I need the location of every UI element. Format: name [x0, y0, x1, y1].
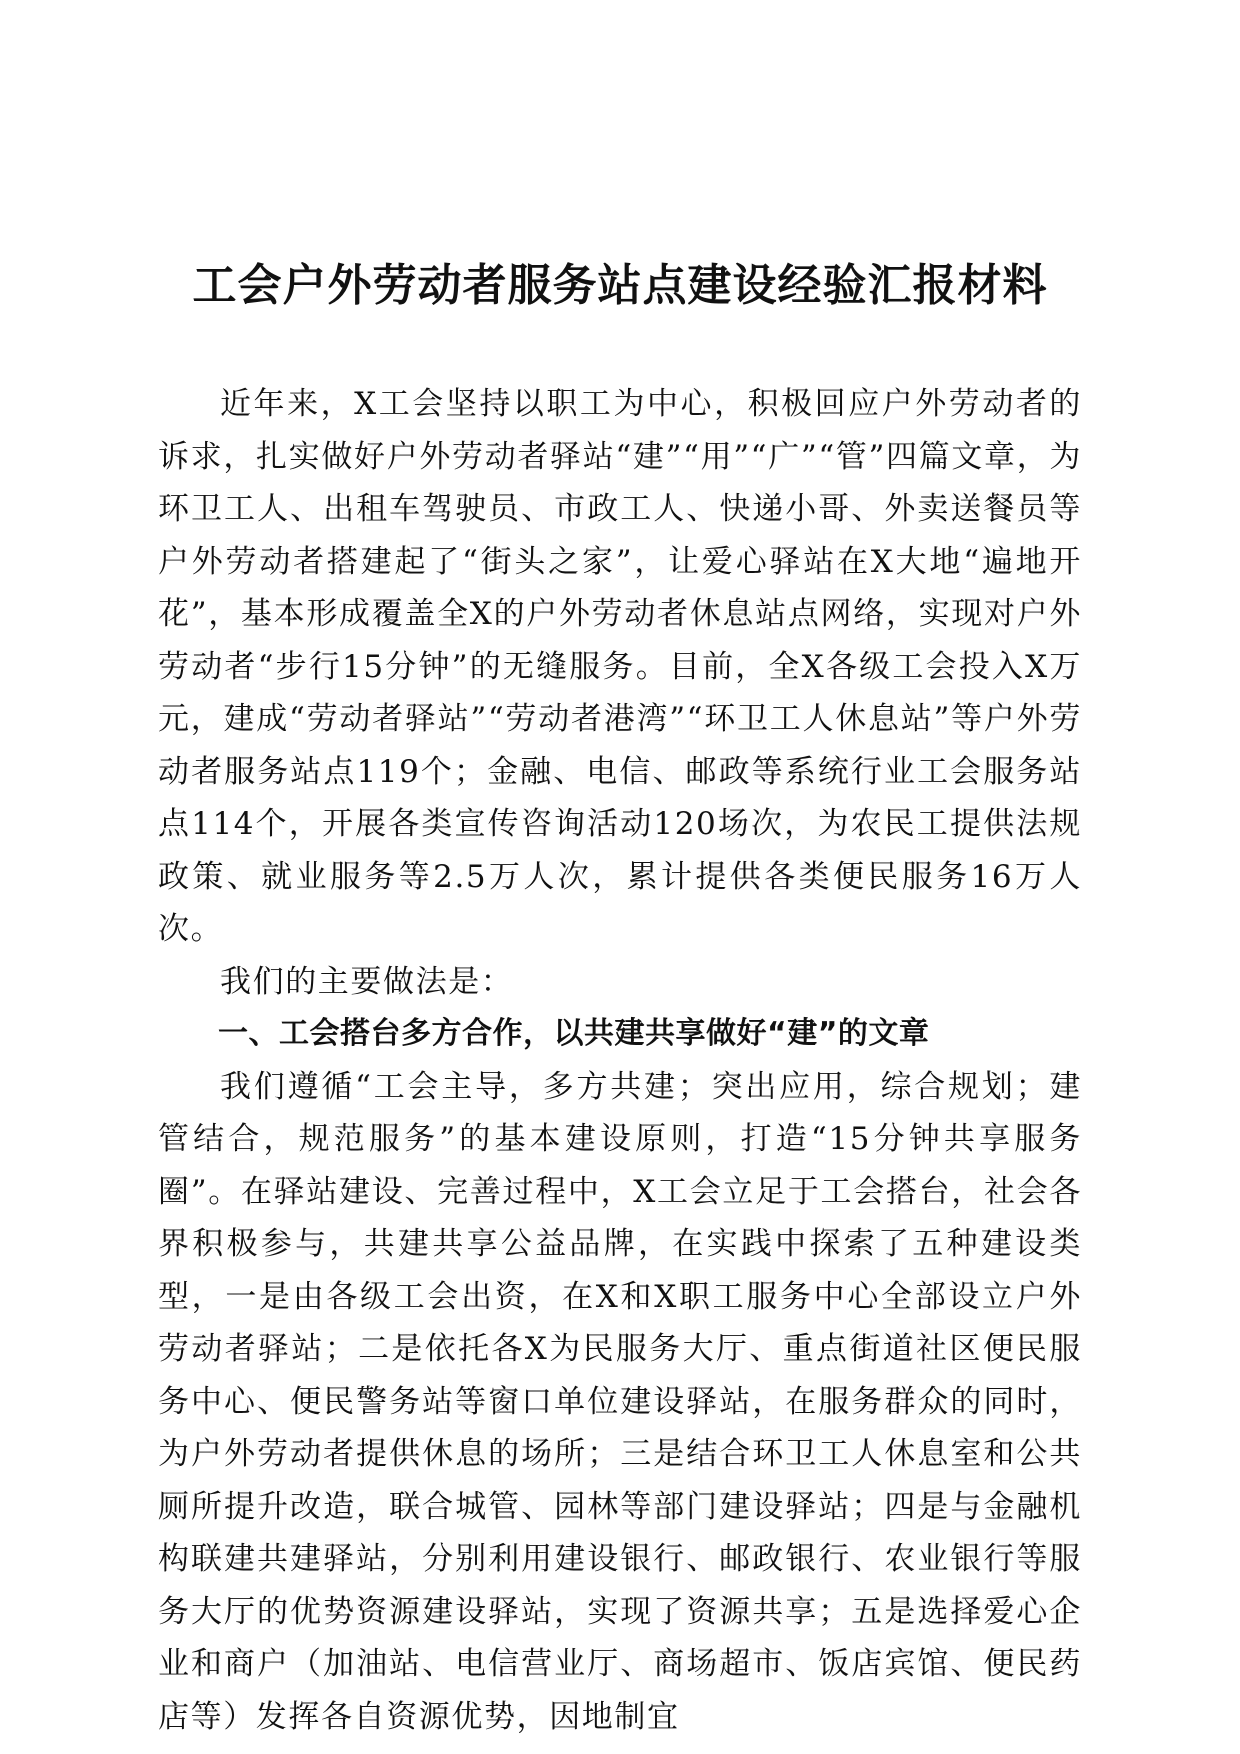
document-title: 工会户外劳动者服务站点建设经验汇报材料 [192, 260, 1048, 311]
paragraph-section-1: 我们遵循“工会主导，多方共建；突出应用，综合规划；建管结合，规范服务”的基本建设原则，打造“15分钟共享服务圈”。在驿站建设、完善过程中，X工会立足于工会搭台，社会各界积极参与，共建共享公益品牌，在实践中探索了五种建设类型，一是由各级工会出资，在X和X职工服务中心全部设立户外劳动者驿站；二是依托各X为民服务大厅、重点街道社区便民服务中心、便民警务站等窗口单位建设驿站，在服务群众的同时，为户外劳动者提供休息的场所；三是结合环卫工人休息室和公共厕所提升改造，联合城管、园林等部门建设驿站；四是与金融机构联建共建驿站，分别利用建设银行、邮政银行、农业银行等服务大厅的优势资源建设驿站，实现了资源共享；五是选择爱心企业和商户（加油站、电信营业厅、商场超市、饭店宾馆、便民药店等）发挥各自资源优势，因地制宜 [158, 1068, 1082, 1735]
paragraph-methods-lead: 我们的主要做法是： [220, 963, 514, 1000]
document-body [158, 378, 1082, 1743]
paragraph-intro: 近年来，X工会坚持以职工为中心，积极回应户外劳动者的诉求，扎实做好户外劳动者驿站“建”“用”“广”“管”四篇文章，为环卫工人、出租车驾驶员、市政工人、快递小哥、外卖送餐员等户外劳动者搭建起了“街头之家”，让爱心驿站在X大地“遍地开花”，基本形成覆盖全X的户外劳动者休息站点网络，实现对户外劳动者“步行15分钟”的无缝服务。目前，全X各级工会投入X万元，建成“劳动者驿站”“劳动者港湾”“环卫工人休息站”等户外劳动者服务站点119个；金融、电信、邮政等系统行业工会服务站点114个，开展各类宣传咨询活动120场次，为农民工提供法规政策、就业服务等2.5万人次，累计提供各类便民服务16万人次。 [158, 386, 1082, 947]
section-heading-1: 一、工会搭台多方合作，以共建共享做好“建”的文章 [218, 1016, 930, 1051]
